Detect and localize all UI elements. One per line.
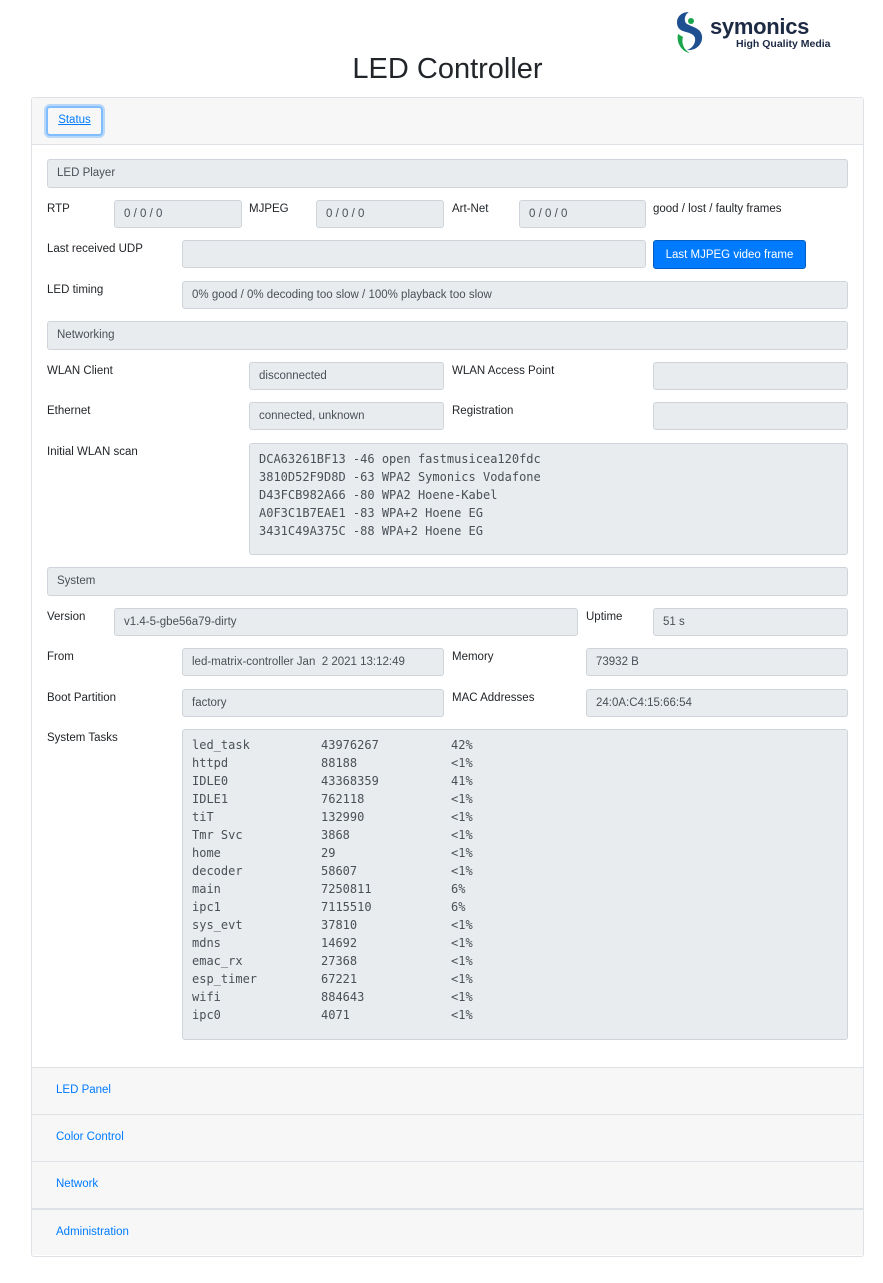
- accordion-network[interactable]: [32, 1161, 863, 1208]
- task-percent: 42%: [451, 738, 473, 752]
- led-timing-label: LED timing: [47, 284, 104, 296]
- task-time: 132990: [321, 810, 365, 824]
- accordion-color-control[interactable]: [32, 1114, 863, 1161]
- last-udp-field: [182, 240, 646, 268]
- boot-partition-field: factory: [182, 689, 444, 717]
- led-panel-link[interactable]: LED Panel: [56, 1084, 111, 1096]
- task-name: home: [192, 846, 221, 860]
- wlan-ap-field: [653, 362, 848, 390]
- uptime-label: Uptime: [586, 611, 623, 623]
- task-name: emac_rx: [192, 954, 243, 968]
- last-udp-label: Last received UDP: [47, 243, 143, 255]
- task-percent: <1%: [451, 810, 473, 824]
- page-title: LED Controller: [352, 53, 543, 85]
- registration-label: Registration: [452, 405, 514, 417]
- task-row: [192, 898, 838, 916]
- task-name: led_task: [192, 738, 250, 752]
- task-row: [192, 862, 838, 880]
- mac-addresses-label: MAC Addresses: [452, 692, 535, 704]
- wlan-scan-line: A0F3C1B7EAE1 -83 WPA+2 Hoene EG: [259, 506, 483, 520]
- task-name: mdns: [192, 936, 221, 950]
- task-name: IDLE0: [192, 774, 229, 788]
- task-row: [192, 772, 838, 790]
- version-field: v1.4-5-gbe56a79-dirty: [114, 608, 578, 636]
- symonics-logo-icon: [674, 10, 704, 54]
- task-name: ipc0: [192, 1008, 221, 1022]
- task-row: [192, 826, 838, 844]
- task-row: [192, 970, 838, 988]
- task-time: 67221: [321, 972, 358, 986]
- task-time: 37810: [321, 918, 358, 932]
- task-row: [192, 736, 838, 754]
- tab-bar: [32, 98, 863, 145]
- task-percent: <1%: [451, 972, 473, 986]
- ethernet-field: connected, unknown: [249, 402, 444, 430]
- administration-link[interactable]: Administration: [56, 1226, 129, 1238]
- mjpeg-field: 0 / 0 / 0: [316, 200, 444, 228]
- task-name: tiT: [192, 810, 214, 824]
- task-row: [192, 952, 838, 970]
- task-time: 27368: [321, 954, 358, 968]
- artnet-label: Art-Net: [452, 203, 489, 215]
- brand-name: symonics: [710, 14, 810, 39]
- task-time: 88188: [321, 756, 358, 770]
- task-percent: <1%: [451, 1008, 473, 1022]
- task-name: main: [192, 882, 221, 896]
- task-time: 7250811: [321, 882, 372, 896]
- task-percent: <1%: [451, 918, 473, 932]
- registration-field: [653, 402, 848, 430]
- led-timing-field: 0% good / 0% decoding too slow / 100% playback too slow: [182, 281, 848, 309]
- wlan-client-field: disconnected: [249, 362, 444, 390]
- task-name: httpd: [192, 756, 229, 770]
- task-name: esp_timer: [192, 972, 258, 986]
- task-row: [192, 808, 838, 826]
- task-percent: <1%: [451, 864, 473, 878]
- rtp-label: RTP: [47, 203, 70, 215]
- artnet-field: 0 / 0 / 0: [519, 200, 646, 228]
- task-percent: <1%: [451, 792, 473, 806]
- task-row: [192, 880, 838, 898]
- task-percent: <1%: [451, 846, 473, 860]
- task-name: wifi: [192, 990, 221, 1004]
- task-percent: <1%: [451, 990, 473, 1004]
- task-row: [192, 754, 838, 772]
- color-control-link[interactable]: Color Control: [56, 1131, 124, 1143]
- version-label: Version: [47, 611, 86, 623]
- task-percent: 6%: [451, 900, 466, 914]
- wlan-client-label: WLAN Client: [47, 365, 113, 377]
- task-percent: <1%: [451, 936, 473, 950]
- wlan-scan-list: [249, 443, 848, 555]
- led-player-header: LED Player: [47, 159, 848, 188]
- from-label: From: [47, 651, 74, 663]
- task-row: [192, 1006, 838, 1024]
- main-card: [31, 97, 864, 1257]
- last-mjpeg-frame-button[interactable]: Last MJPEG video frame: [653, 240, 806, 269]
- task-percent: 41%: [451, 774, 473, 788]
- mac-addresses-field: 24:0A:C4:15:66:54: [586, 689, 848, 717]
- brand-tagline: High Quality Media: [736, 38, 831, 50]
- task-row: [192, 844, 838, 862]
- wlan-scan-label: Initial WLAN scan: [47, 446, 138, 458]
- build-from-field: led-matrix-controller Jan 2 2021 13:12:49: [182, 648, 444, 676]
- symonics-logo: [674, 10, 844, 56]
- rtp-field: 0 / 0 / 0: [114, 200, 242, 228]
- wlan-ap-label: WLAN Access Point: [452, 365, 555, 377]
- task-percent: 6%: [451, 882, 466, 896]
- system-tasks-list: [182, 729, 848, 1040]
- wlan-scan-line: 3431C49A375C -88 WPA+2 Hoene EG: [259, 524, 483, 538]
- task-row: [192, 790, 838, 808]
- memory-field: 73932 B: [586, 648, 848, 676]
- accordion-led-panel[interactable]: [32, 1067, 863, 1114]
- task-name: IDLE1: [192, 792, 229, 806]
- task-time: 4071: [321, 1008, 350, 1022]
- tab-status[interactable]: Status: [46, 106, 103, 136]
- task-time: 3868: [321, 828, 350, 842]
- task-percent: <1%: [451, 828, 473, 842]
- boot-partition-label: Boot Partition: [47, 692, 117, 704]
- task-time: 14692: [321, 936, 358, 950]
- ethernet-label: Ethernet: [47, 405, 91, 417]
- task-time: 43368359: [321, 774, 379, 788]
- task-name: sys_evt: [192, 918, 243, 932]
- frames-legend: good / lost / faulty frames: [653, 203, 782, 215]
- task-name: decoder: [192, 864, 243, 878]
- task-time: 58607: [321, 864, 358, 878]
- task-time: 43976267: [321, 738, 379, 752]
- task-percent: <1%: [451, 954, 473, 968]
- task-row: [192, 916, 838, 934]
- task-row: [192, 988, 838, 1006]
- system-header: System: [47, 567, 848, 596]
- task-percent: <1%: [451, 756, 473, 770]
- wlan-scan-line: D43FCB982A66 -80 WPA2 Hoene-Kabel: [259, 488, 498, 502]
- task-name: Tmr Svc: [192, 828, 243, 842]
- networking-header: Networking: [47, 321, 848, 350]
- task-time: 762118: [321, 792, 365, 806]
- task-time: 884643: [321, 990, 365, 1004]
- task-time: 29: [321, 846, 336, 860]
- network-link[interactable]: Network: [56, 1178, 99, 1190]
- task-row: [192, 934, 838, 952]
- accordion-administration[interactable]: [32, 1208, 863, 1255]
- wlan-scan-line: 3810D52F9D8D -63 WPA2 Symonics Vodafone: [259, 470, 541, 484]
- wlan-scan-line: DCA63261BF13 -46 open fastmusicea120fdc: [259, 452, 541, 466]
- mjpeg-label: MJPEG: [249, 203, 289, 215]
- memory-label: Memory: [452, 651, 494, 663]
- task-time: 7115510: [321, 900, 372, 914]
- uptime-field: 51 s: [653, 608, 848, 636]
- system-tasks-label: System Tasks: [47, 732, 118, 744]
- task-name: ipc1: [192, 900, 221, 914]
